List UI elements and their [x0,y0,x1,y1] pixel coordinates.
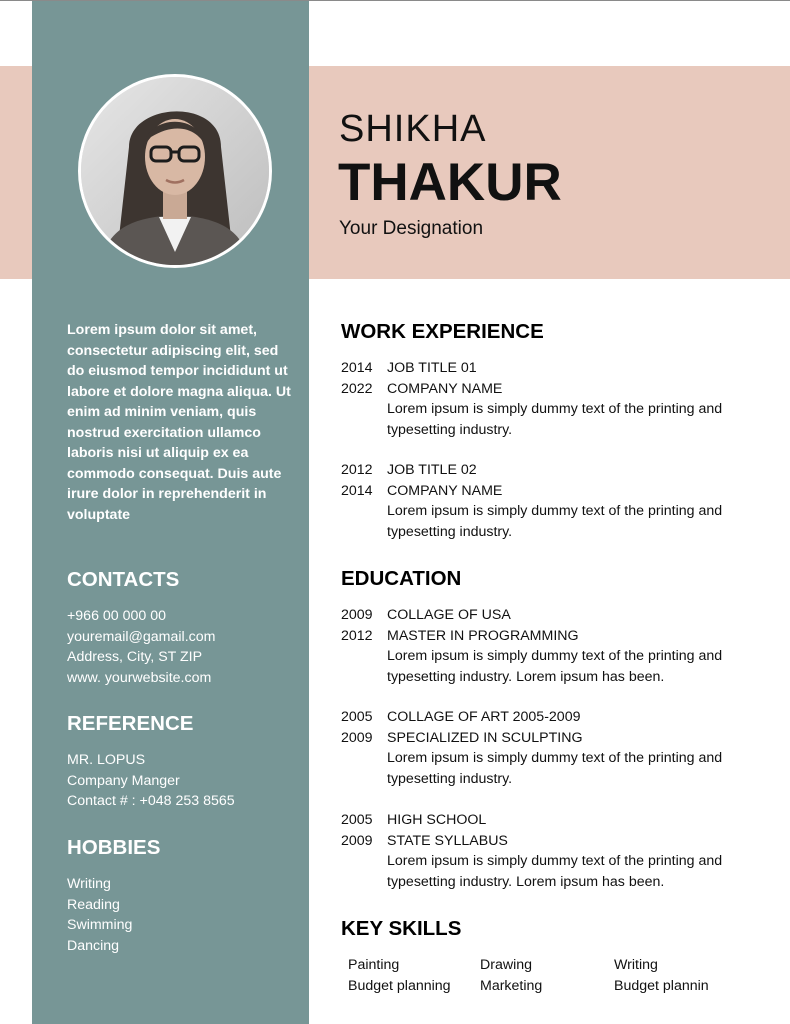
hobbies-list [67,874,132,956]
job-title: JOB TITLE 01 [387,360,477,376]
key-skills-heading: KEY SKILLS [341,917,462,940]
contact-email: youremail@gamail.com [67,628,216,645]
institution: HIGH SCHOOL [387,812,487,828]
skill-item: Painting [348,957,400,973]
contacts-heading: CONTACTS [67,568,180,591]
institution: COLLAGE OF USA [387,607,511,623]
contacts-list [67,606,215,688]
degree: SPECIALIZED IN SCULPTING [387,729,583,746]
entry-description: Lorem ipsum is simply dummy text of the printing and typesetting industry. [387,401,723,438]
year-start: 2014 [341,360,373,376]
year-end: 2014 [341,482,373,499]
skill-item: Writing [614,957,658,973]
year-start: 2012 [341,462,373,478]
contact-phone: +966 00 000 00 [67,608,167,624]
skills-grid [348,955,748,996]
institution: COLLAGE OF ART 2005-2009 [387,709,581,725]
skill-item: Budget planning [348,977,451,994]
designation: Your Designation [339,218,484,239]
reference-name: MR. LOPUS [67,752,146,768]
year-end: 2009 [341,729,373,746]
education-entry [341,605,761,687]
hobby-item: Swimming [67,917,133,933]
entry-description: Lorem ipsum is simply dummy text of the printing and typesetting industry. Lorem ipsum has been. [387,648,723,685]
entry-description: Lorem ipsum is simply dummy text of the printing and typesetting industry. [387,503,723,540]
first-name: SHIKHA [339,108,487,150]
year-end: 2009 [341,832,373,849]
about-text: Lorem ipsum dolor sit amet, consectetur adipiscing elit, sed do eiusmod tempor incididunt ut labore et dolore magna aliqua. Ut enim ad minim veniam, quis nostrud exercitation ullamco laboris nisi ut aliquip ex ea commodo consequat. Duis aute irure dolor in reprehenderit in voluptate [67,322,291,523]
reference-heading: REFERENCE [67,712,194,735]
entry-description: Lorem ipsum is simply dummy text of the printing and typesetting industry. Lorem ipsum has been. [387,853,723,890]
contact-address: Address, City, ST ZIP [67,649,203,665]
year-start: 2005 [341,812,373,828]
job-title: JOB TITLE 02 [387,462,477,478]
year-start: 2009 [341,607,373,623]
hobbies-heading: HOBBIES [67,836,161,859]
year-start: 2005 [341,709,373,725]
entry-description: Lorem ipsum is simply dummy text of the printing and typesetting industry. [387,750,723,787]
degree: STATE SYLLABUS [387,832,508,849]
reference-contact: Contact # : +048 253 8565 [67,793,235,809]
profile-photo [78,74,272,268]
reference-role: Company Manger [67,772,180,789]
year-end: 2022 [341,380,373,397]
work-entry [341,460,761,542]
work-experience-heading: WORK EXPERIENCE [341,320,544,343]
skill-item: Marketing [480,977,543,994]
education-entry [341,707,761,789]
skill-item: Budget plannin [614,977,709,994]
degree: MASTER IN PROGRAMMING [387,627,579,644]
hobby-item: Reading [67,896,120,913]
company-name: COMPANY NAME [387,482,503,499]
last-name: THAKUR [338,153,562,212]
education-entry [341,810,761,892]
reference-list [67,750,235,812]
work-entry [341,358,761,440]
skill-item: Drawing [480,957,533,973]
hobby-item: Dancing [67,937,120,954]
contact-website: www. yourwebsite.com [67,669,212,686]
year-end: 2012 [341,627,373,644]
company-name: COMPANY NAME [387,380,503,397]
hobby-item: Writing [67,876,111,892]
education-heading: EDUCATION [341,567,462,590]
